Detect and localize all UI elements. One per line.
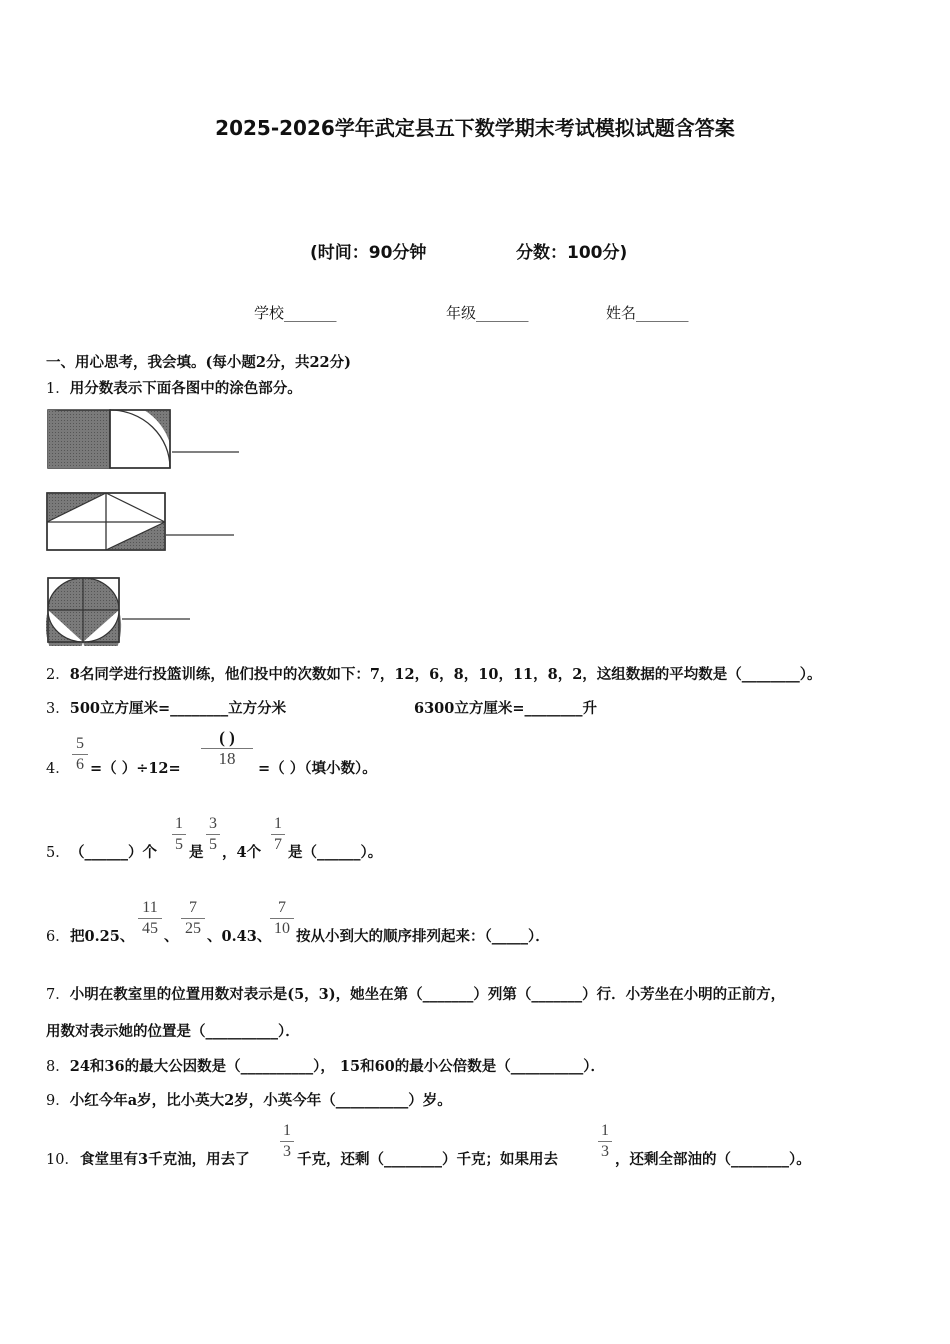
question-8 xyxy=(46,1055,605,1076)
question-number: 9． xyxy=(46,1093,70,1109)
question-5-t2: 是 xyxy=(189,844,204,861)
figure-circle-square xyxy=(46,576,246,646)
question-text: 小红今年a岁，比小英大2岁，小英今年（__________）岁。 xyxy=(69,1092,452,1109)
question-7-line2: 用数对表示她的位置是（__________）． xyxy=(46,1023,300,1040)
question-6-number: 6． xyxy=(46,929,70,945)
fraction-blank-18: ( ) 18 xyxy=(201,729,253,768)
question-10-t3: ，还剩全部油的（________）。 xyxy=(615,1151,811,1168)
question-number: 3． xyxy=(46,701,70,717)
question-5-t1: （______）个 xyxy=(70,844,157,861)
score-label: 分数：100分) xyxy=(516,243,628,263)
question-number: 8． xyxy=(46,1059,70,1075)
name-field[interactable]: 姓名_______ xyxy=(606,304,689,322)
question-number: 2． xyxy=(46,667,70,683)
question-4-number: 4． xyxy=(46,761,70,777)
section-heading: 一、用心思考，我会填。(每小题2分，共22分) xyxy=(46,354,351,371)
fraction-1-5: 1 5 xyxy=(172,815,186,854)
question-9 xyxy=(46,1089,452,1110)
question-3b: 6300立方厘米=________升 xyxy=(414,700,598,717)
grade-field[interactable]: 年级_______ xyxy=(446,304,529,322)
fraction-1-3-a: 1 3 xyxy=(280,1122,294,1161)
question-text: 8名同学进行投篮训练，他们投中的次数如下：7，12，6，8，10，11，8，2，这组数据的平均数是（________）。 xyxy=(69,666,822,683)
question-6-t4: 按从小到大的顺序排列起来：（_____）． xyxy=(296,928,550,945)
fraction-11-45: 11 45 xyxy=(138,899,162,938)
fraction-5-6: 5 6 xyxy=(72,735,88,774)
question-3 xyxy=(46,697,286,718)
question-number: 7． xyxy=(46,987,70,1003)
question-6-t1: 把0.25、 xyxy=(70,928,135,945)
question-4-mid: =（ ）÷12= xyxy=(90,760,181,777)
question-10-t2: 千克，还剩（________）千克；如果用去 xyxy=(297,1151,558,1168)
question-6-t2: 、 xyxy=(164,928,179,945)
fraction-7-10: 7 10 xyxy=(270,899,294,938)
fraction-3-5: 3 5 xyxy=(206,815,220,854)
question-text: 用分数表示下面各图中的涂色部分。 xyxy=(69,380,302,397)
time-label: (时间：90分钟 xyxy=(310,243,427,263)
fraction-1-3-b: 1 3 xyxy=(598,1122,612,1161)
school-field[interactable]: 学校_______ xyxy=(254,304,337,322)
question-5-t4: 是（______）。 xyxy=(288,844,383,861)
question-10-t1: 食堂里有3千克油，用去了 xyxy=(80,1151,250,1168)
question-6-t3: 、0.43、 xyxy=(207,928,272,945)
question-5-number: 5． xyxy=(46,845,70,861)
figure-rectangle-triangles xyxy=(46,491,246,555)
question-text: 24和36的最大公因数是（__________）， 15和60的最小公倍数是（__________）． xyxy=(69,1058,605,1075)
fraction-7-25: 7 25 xyxy=(181,899,205,938)
fraction-1-7: 1 7 xyxy=(271,815,285,854)
question-number: 1． xyxy=(46,381,70,397)
question-7 xyxy=(46,983,785,1004)
question-3a: 500立方厘米=________立方分米 xyxy=(69,700,287,717)
question-7-line1: 小明在教室里的位置用数对表示是(5，3)，她坐在第（_______）列第（_______）行．小芳坐在小明的正前方， xyxy=(69,986,786,1003)
document-title: 2025-2026学年武定县五下数学期末考试模拟试题含答案 xyxy=(215,116,735,140)
question-2 xyxy=(46,663,822,684)
question-1 xyxy=(46,377,302,398)
question-5-t3: ，4个 xyxy=(222,844,262,861)
figure-quarter-circles xyxy=(46,408,246,472)
question-4-end: =（ ）（填小数）。 xyxy=(258,760,377,777)
question-10-number: 10． xyxy=(46,1152,79,1168)
